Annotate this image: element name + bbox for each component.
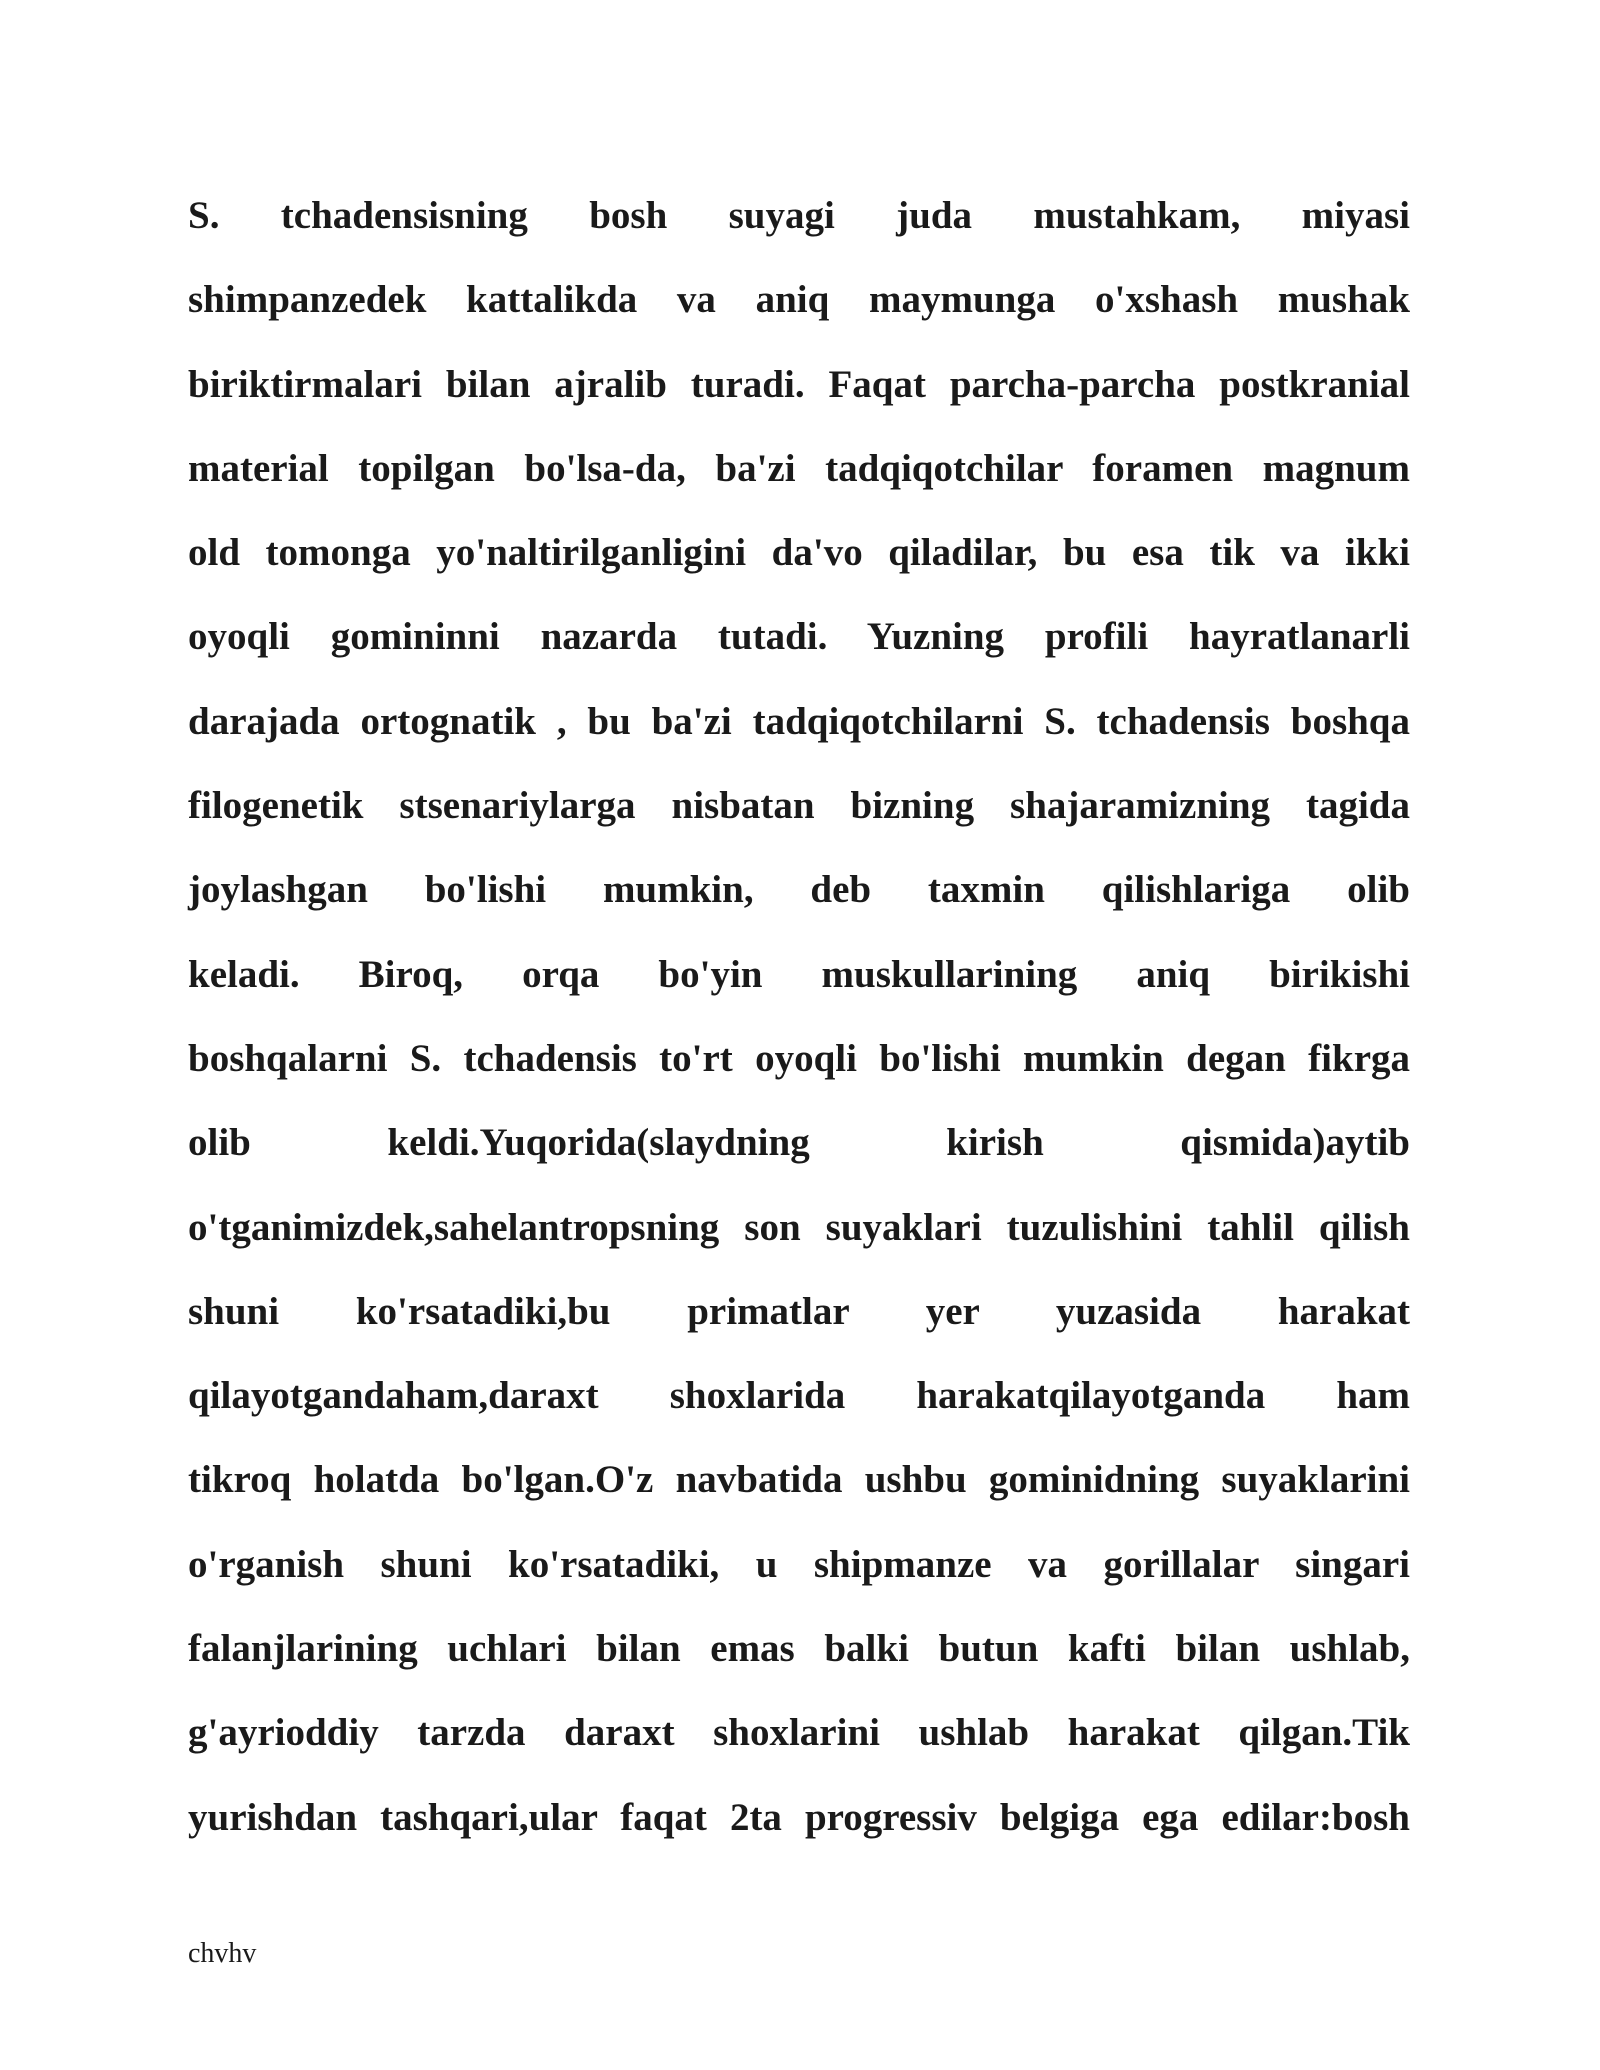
text-line: old tomonga yo'naltirilganligini da'vo qiladilar, bu esa tik va ikki (188, 531, 1410, 575)
text-line: joylashgan bo'lishi mumkin, deb taxmin qilishlariga olib (188, 868, 1410, 912)
text-line: S. tchadensisning bosh suyagi juda mustahkam, miyasi (188, 194, 1410, 237)
text-line: shuni ko'rsatadiki,bu primatlar yer yuzasida harakat (188, 1289, 1410, 1333)
text-line: material topilgan bo'lsa-da, ba'zi tadqiqotchilar foramen magnum (188, 446, 1410, 490)
text-line: o'tganimizdek,sahelantropsning son suyaklari tuzulishini tahlil qilish (188, 1205, 1410, 1249)
text-line: g'ayrioddiy tarzda daraxt shoxlarini ushlab harakat qilgan.Tik (188, 1711, 1410, 1755)
text-line: oyoqli gomininni nazarda tutadi. Yuzning profili hayratlanarli (188, 615, 1410, 659)
text-line: filogenetik stsenariylarga nisbatan bizning shajaramizning tagida (188, 784, 1410, 828)
text-line: qilayotgandaham,daraxt shoxlarida harakatqilayotganda ham (188, 1374, 1410, 1418)
text-line: falanjlarining uchlari bilan emas balki butun kafti bilan ushlab, (188, 1627, 1410, 1671)
text-line: tikroq holatda bo'lgan.O'z navbatida ushbu gominidning suyaklarini (188, 1458, 1410, 1502)
text-line: olib keldi.Yuqorida(slaydning kirish qismida)aytib (188, 1121, 1410, 1165)
text-line: shimpanzedek kattalikda va aniq maymunga o'xshash mushak (188, 278, 1410, 322)
body-paragraph (188, 174, 1410, 1860)
text-line: biriktirmalari bilan ajralib turadi. Faqat parcha-parcha postkranial (188, 362, 1410, 406)
page-footer: chvhv (188, 1938, 257, 1969)
text-line: keladi. Biroq, orqa bo'yin muskullarining aniq birikishi (188, 952, 1410, 996)
text-line: o'rganish shuni ko'rsatadiki, u shipmanze va gorillalar singari (188, 1542, 1410, 1586)
text-line: darajada ortognatik , bu ba'zi tadqiqotchilarni S. tchadensis boshqa (188, 699, 1410, 743)
text-line: boshqalarni S. tchadensis to'rt oyoqli bo'lishi mumkin degan fikrga (188, 1036, 1410, 1080)
text-line: yurishdan tashqari,ular faqat 2ta progressiv belgiga ega edilar:bosh (188, 1795, 1410, 1839)
